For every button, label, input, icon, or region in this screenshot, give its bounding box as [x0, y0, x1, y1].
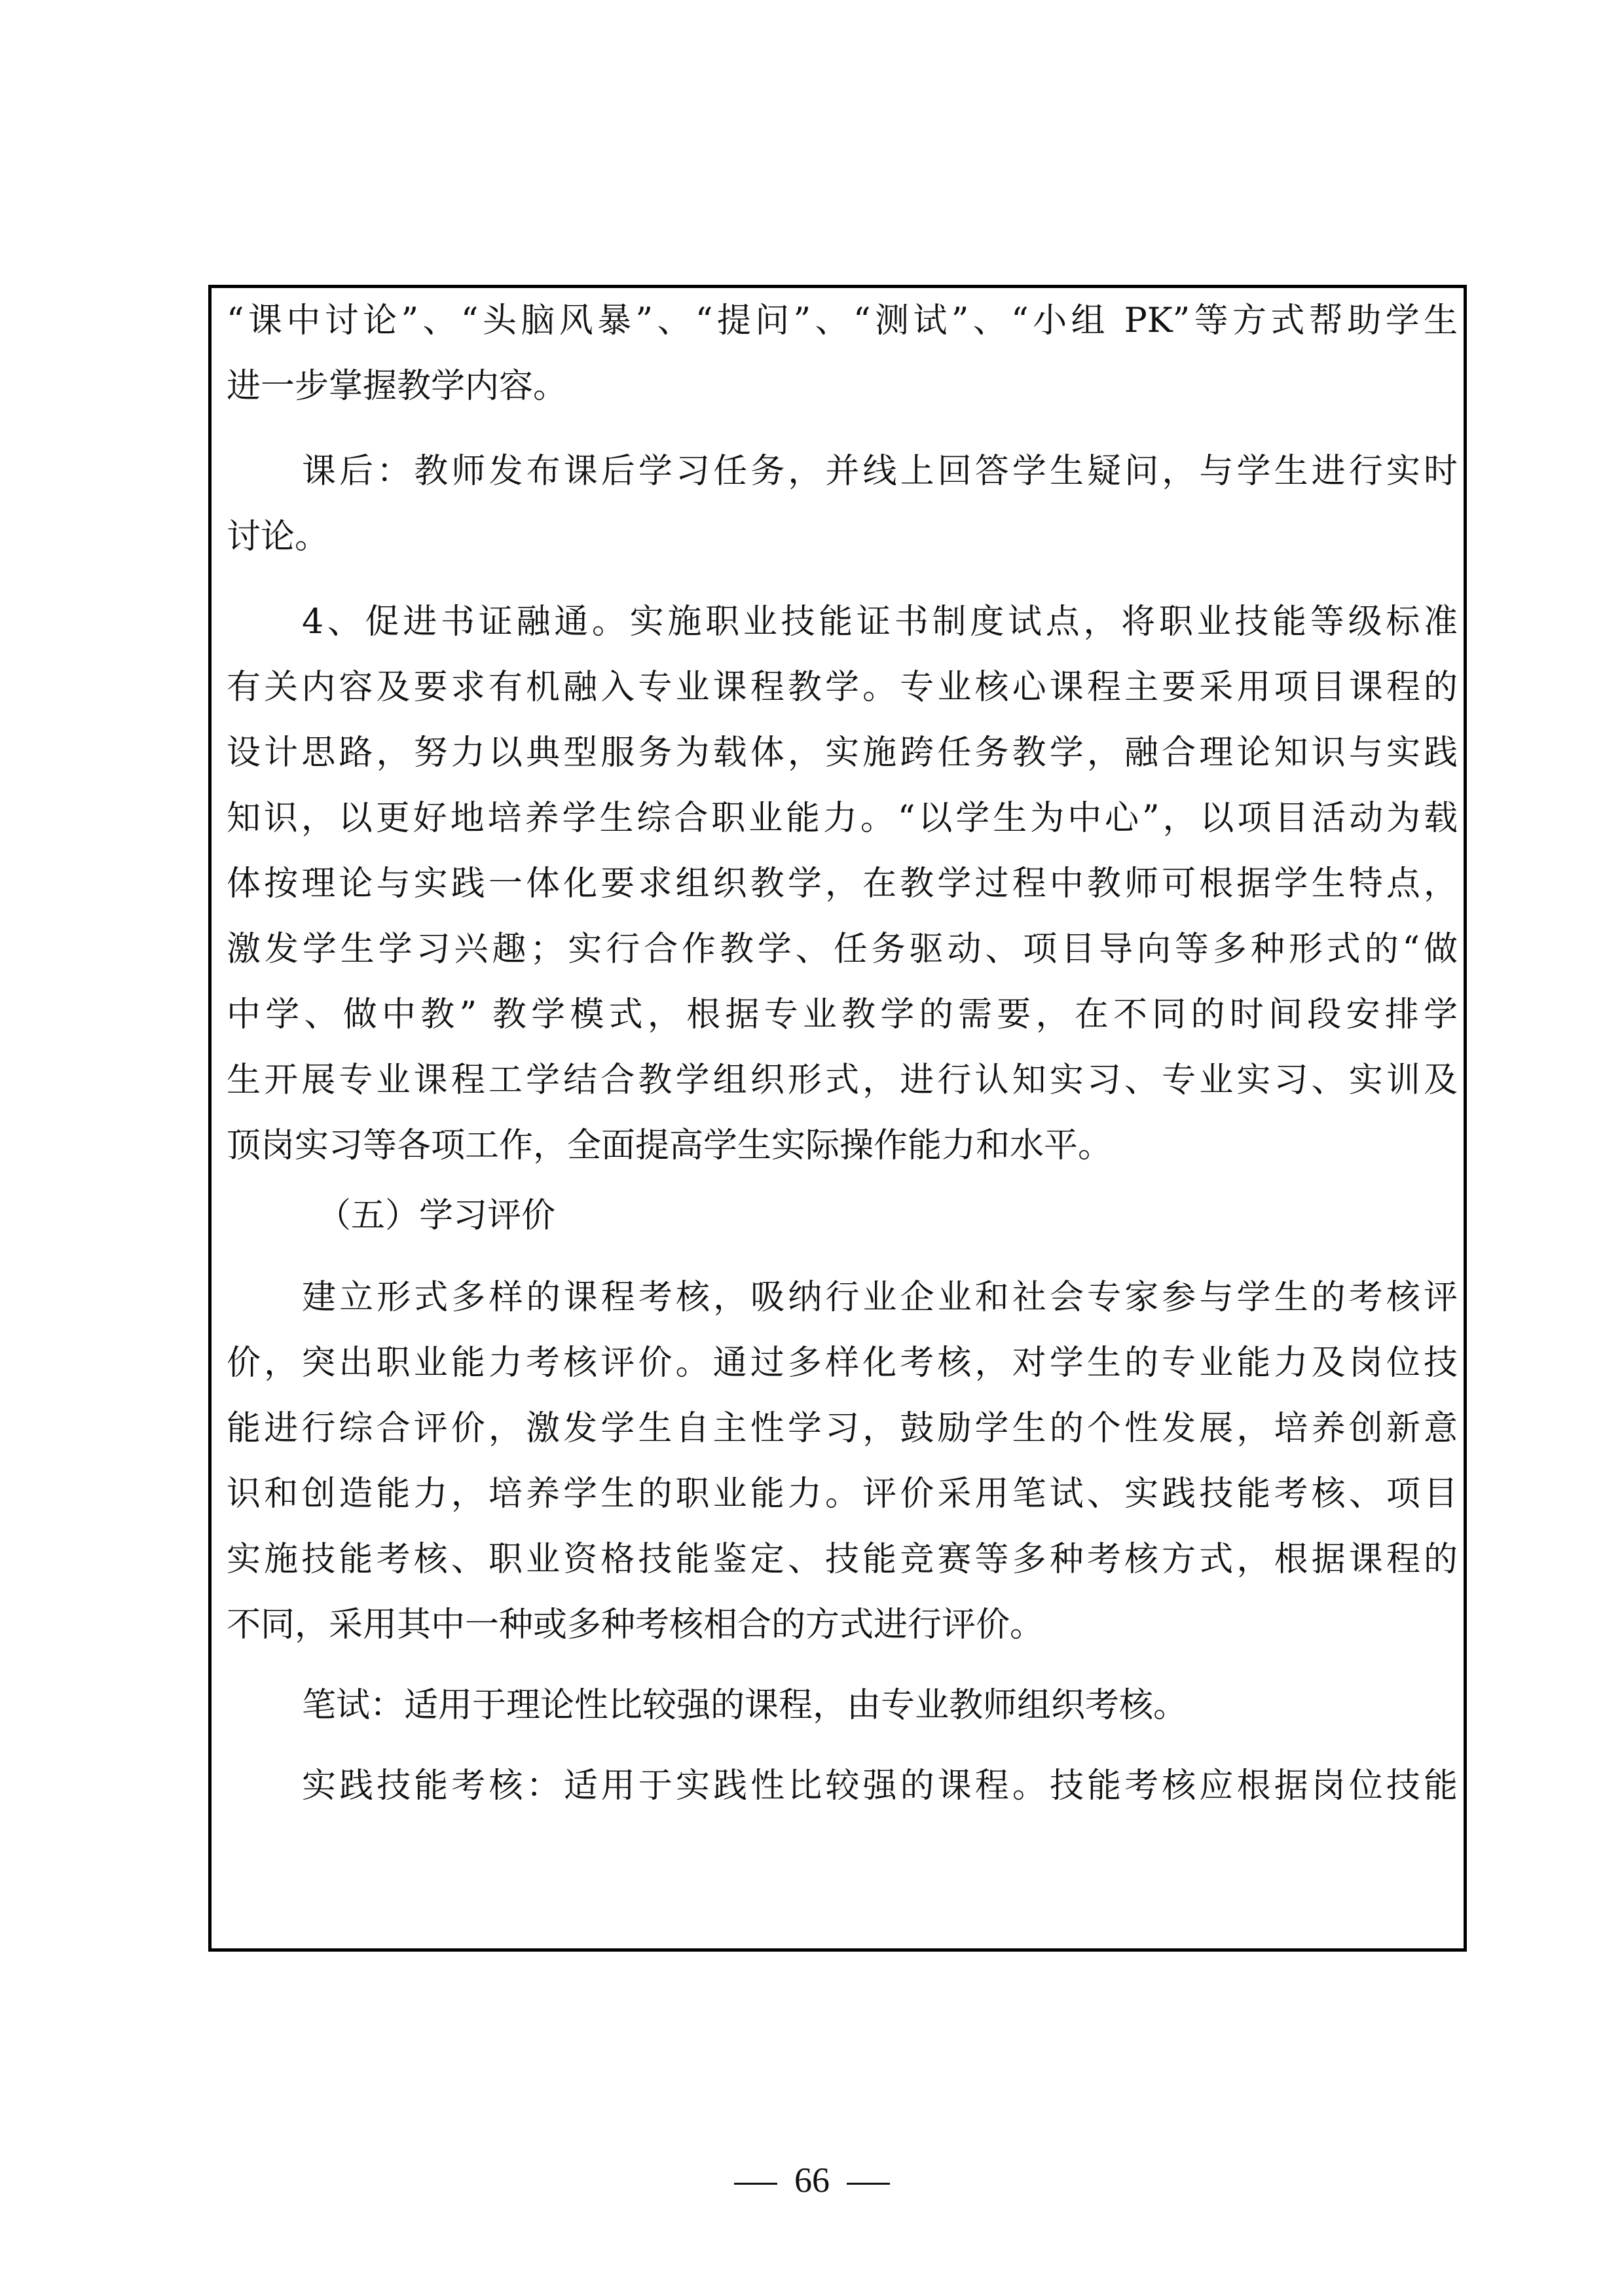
paragraph-line: 能进行综合评价，激发学生自主性学习，鼓励学生的个性发展，培养创新意: [227, 1409, 1458, 1448]
paragraph-line: 中学、做中教” 教学模式，根据专业教学的需要，在不同的时间段安排学: [227, 995, 1458, 1034]
paragraph-line: 实施技能考核、职业资格技能鉴定、技能竞赛等多种考核方式，根据课程的: [227, 1540, 1458, 1579]
paragraph-line: 顶岗实习等各项工作，全面提高学生实际操作能力和水平。: [227, 1126, 1113, 1165]
paragraph-line: “课中讨论”、“头脑风暴”、“提问”、“测试”、“小组 PK”等方式帮助学生: [227, 301, 1458, 340]
page-footer: [0, 2154, 1624, 2206]
paragraph-line: 知识，以更好地培养学生综合职业能力。“以学生为中心”，以项目活动为载: [227, 799, 1458, 838]
paragraph-line: 体按理论与实践一体化要求组织教学，在教学过程中教师可根据学生特点，: [227, 864, 1458, 903]
paragraph-line: 进一步掌握教学内容。: [227, 367, 568, 406]
section-heading: （五）学习评价: [317, 1196, 556, 1235]
paragraph-line: 价，突出职业能力考核评价。通过多样化考核，对学生的专业能力及岗位技: [227, 1343, 1458, 1383]
footer-dash-right: [847, 2183, 890, 2185]
paragraph-line: 建立形式多样的课程考核，吸纳行业企业和社会专家参与学生的考核评: [302, 1278, 1458, 1317]
paragraph-line: 识和创造能力，培养学生的职业能力。评价采用笔试、实践技能考核、项目: [227, 1474, 1458, 1514]
paragraph-line: 有关内容及要求有机融入专业课程教学。专业核心课程主要采用项目课程的: [227, 668, 1458, 707]
paragraph-line: 讨论。: [227, 517, 329, 556]
footer-dash-left: [734, 2183, 777, 2185]
paragraph-line: 设计思路，努力以典型服务为载体，实施跨任务教学，融合理论知识与实践: [227, 733, 1458, 773]
paragraph-line: 激发学生学习兴趣；实行合作教学、任务驱动、项目导向等多种形式的“做: [227, 930, 1458, 969]
paragraph-line: 不同，采用其中一种或多种考核相合的方式进行评价。: [227, 1605, 1044, 1645]
paragraph-line: 实践技能考核：适用于实践性比较强的课程。技能考核应根据岗位技能: [302, 1766, 1458, 1806]
page-number: 66: [794, 2160, 830, 2200]
paragraph-line: 4、促进书证融通。实施职业技能证书制度试点，将职业技能等级标准: [302, 602, 1458, 642]
paragraph-line: 笔试：适用于理论性比较强的课程，由专业教师组织考核。: [302, 1686, 1188, 1725]
paragraph-line: 课后：教师发布课后学习任务，并线上回答学生疑问，与学生进行实时: [302, 452, 1458, 491]
content-frame: [208, 285, 1467, 1952]
paragraph-line: 生开展专业课程工学结合教学组织形式，进行认知实习、专业实习、实训及: [227, 1061, 1458, 1100]
